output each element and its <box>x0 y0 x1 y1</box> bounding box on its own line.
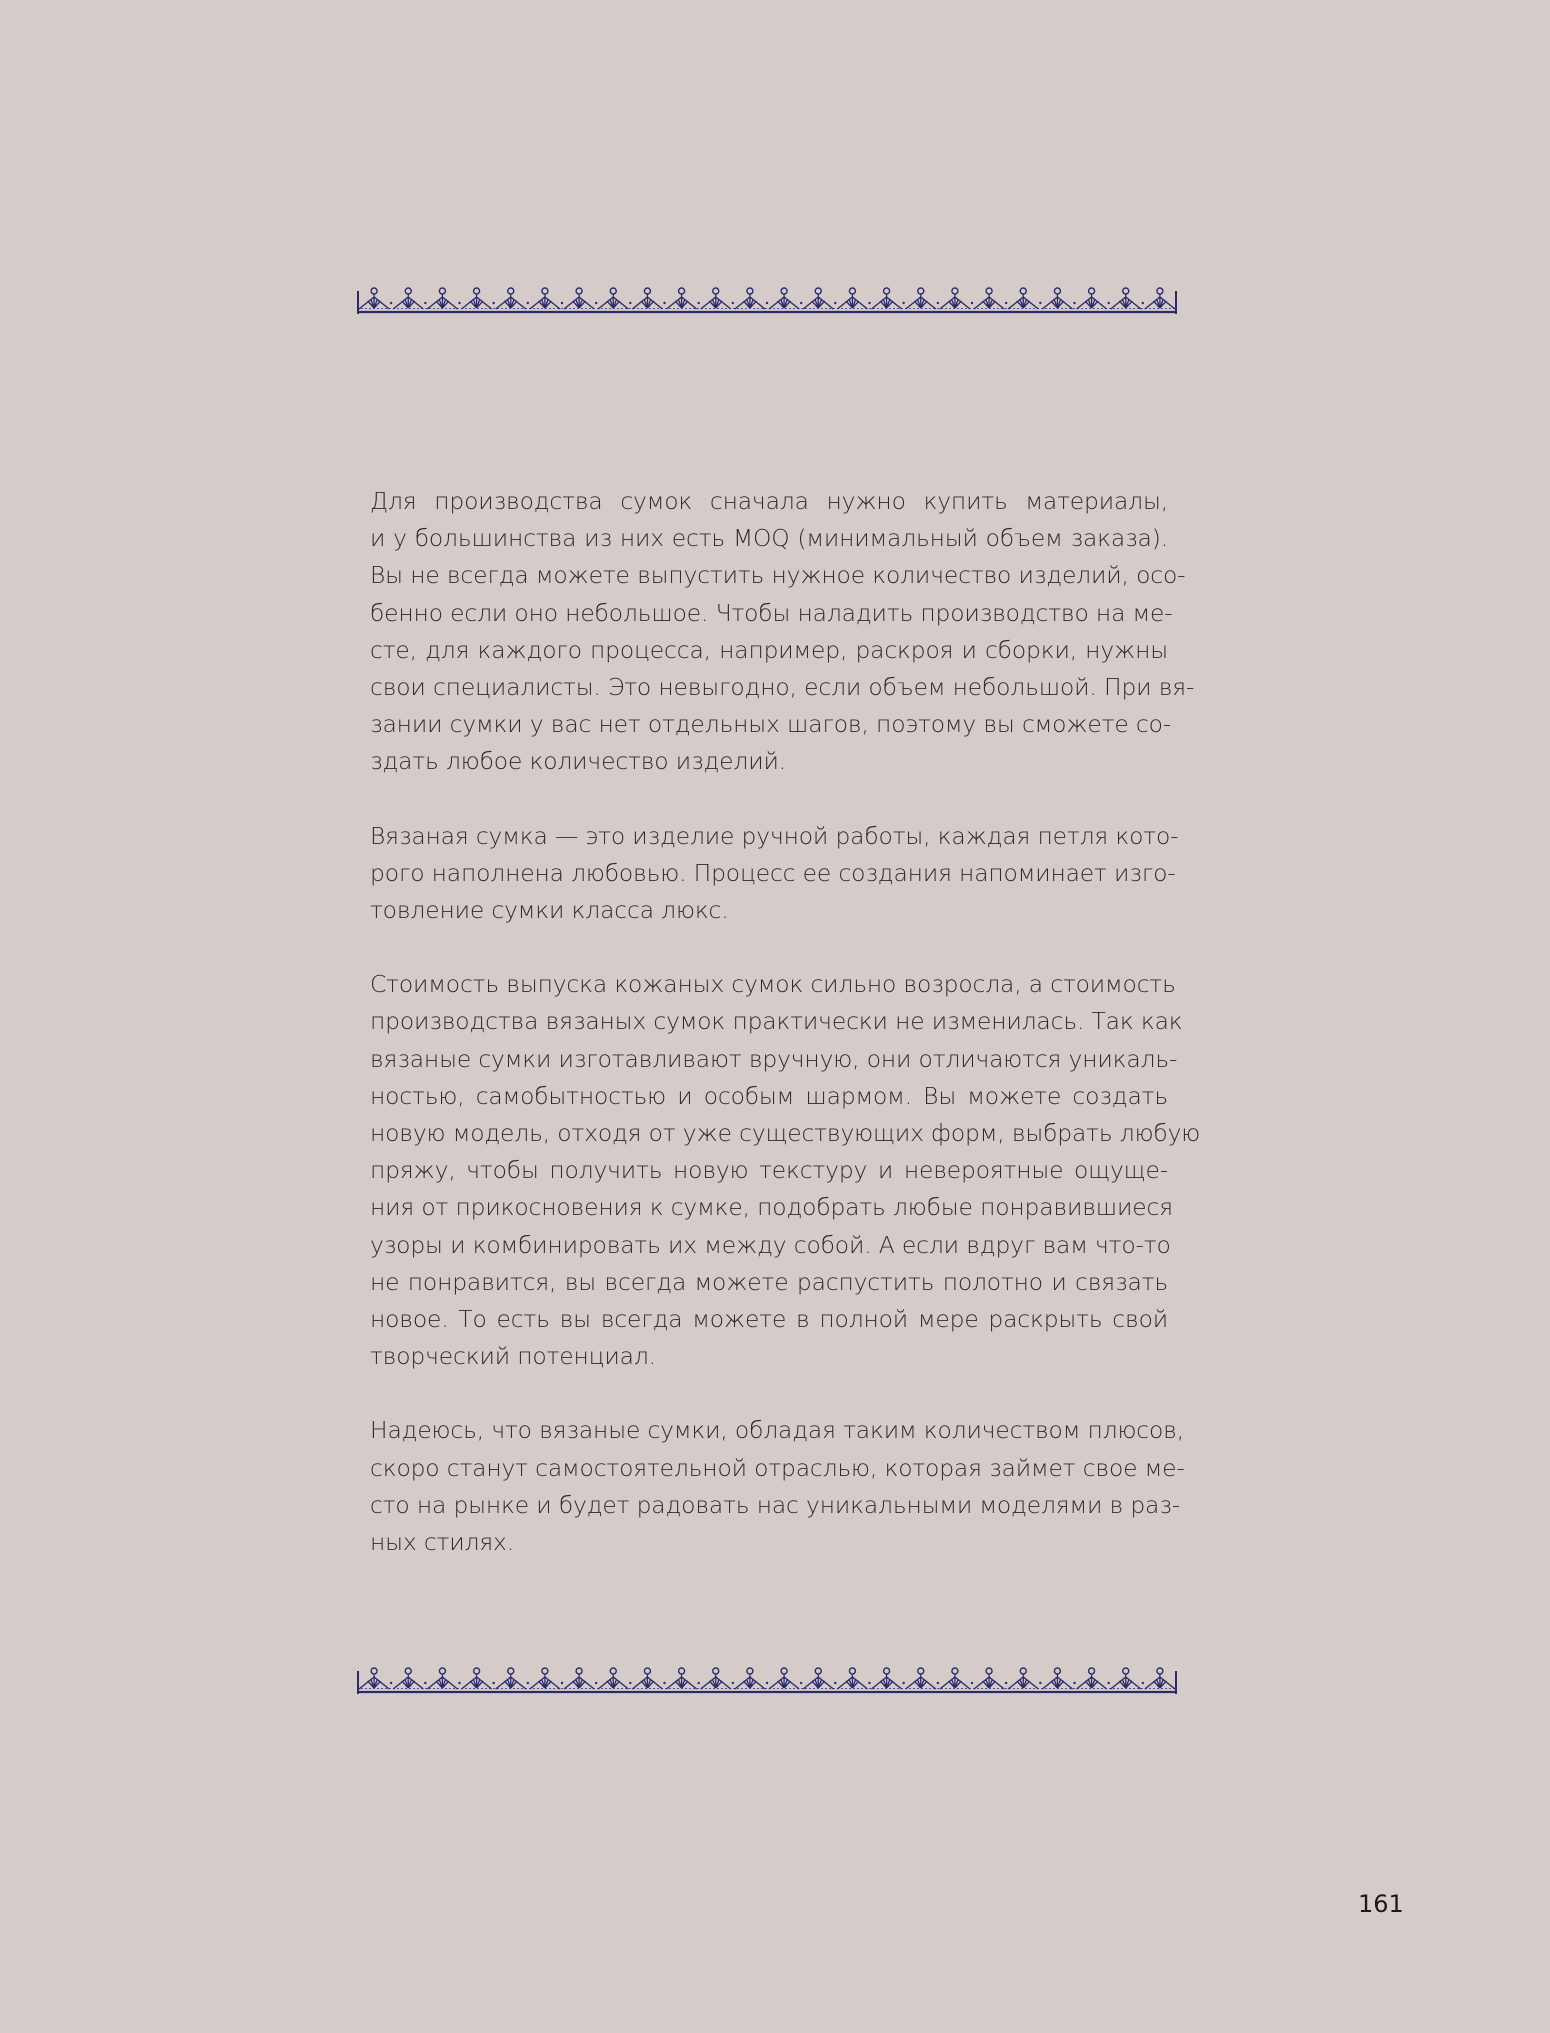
text-line: здать любое количество изделий. <box>370 747 787 776</box>
text-line: пряжу, чтобы получить новую текстуру и невероятные ощуще- <box>370 1156 1168 1185</box>
text-line: сте, для каждого процесса, например, раскроя и сборки, нужны <box>370 635 1168 664</box>
text-line: вязаные сумки изготавливают вручную, они отличаются уникаль- <box>370 1044 1178 1073</box>
text-line: ностью, самобытностью и особым шармом. Вы можете создать <box>370 1081 1168 1110</box>
text-line: рого наполнена любовью. Процесс ее создания напоминает изго- <box>370 858 1176 887</box>
text-line: ных стилях. <box>370 1528 514 1557</box>
text-line: новую модель, отходя от уже существующих форм, выбрать любую <box>370 1119 1201 1148</box>
top-lace-ornament <box>357 285 1177 315</box>
text-line: не понравится, вы всегда можете распустить полотно и связать <box>370 1267 1168 1296</box>
text-line: свои специалисты. Это невыгодно, если объем небольшой. При вя- <box>370 673 1195 702</box>
text-line: Для производства сумок сначала нужно купить материалы, <box>370 487 1168 515</box>
paragraph-3 <box>370 966 1201 1375</box>
text-line: и у большинства из них есть MOQ (минимальный объем заказа). <box>370 524 1168 553</box>
bottom-lace-ornament <box>357 1665 1177 1695</box>
body-text <box>370 483 1201 1598</box>
crochet-border-icon <box>357 1665 1177 1695</box>
text-line: Стоимость выпуска кожаных сумок сильно возросла, а стоимость <box>370 970 1176 999</box>
text-line: Вы не всегда можете выпустить нужное количество изделий, осо- <box>370 561 1186 590</box>
text-line: скоро станут самостоятельной отраслью, которая займет свое ме- <box>370 1453 1185 1482</box>
text-line: сто на рынке и будет радовать нас уникальными моделями в раз- <box>370 1490 1181 1519</box>
text-line: новое. То есть вы всегда можете в полной мере раскрыть свой <box>370 1305 1168 1334</box>
text-line: производства вязаных сумок практически не изменилась. Так как <box>370 1007 1183 1036</box>
paragraph-2 <box>370 818 1179 930</box>
crochet-border-icon <box>357 285 1177 315</box>
text-line: творческий потенциал. <box>370 1342 656 1371</box>
text-line: узоры и комбинировать их между собой. А если вдруг вам что-то <box>370 1230 1171 1259</box>
paragraph-1 <box>370 483 1195 781</box>
page-number: 161 <box>1358 1890 1404 1918</box>
text-line: зании сумки у вас нет отдельных шагов, поэтому вы сможете со- <box>370 710 1172 739</box>
text-line: товление сумки класса люкс. <box>370 896 729 925</box>
text-line: Надеюсь, что вязаные сумки, обладая таким количеством плюсов, <box>370 1416 1185 1445</box>
text-line: ния от прикосновения к сумке, подобрать любые понравившиеся <box>370 1193 1173 1222</box>
text-line: бенно если оно небольшое. Чтобы наладить производство на ме- <box>370 598 1173 627</box>
paragraph-4 <box>370 1412 1185 1561</box>
text-line: Вязаная сумка — это изделие ручной работы, каждая петля кото- <box>370 821 1179 850</box>
